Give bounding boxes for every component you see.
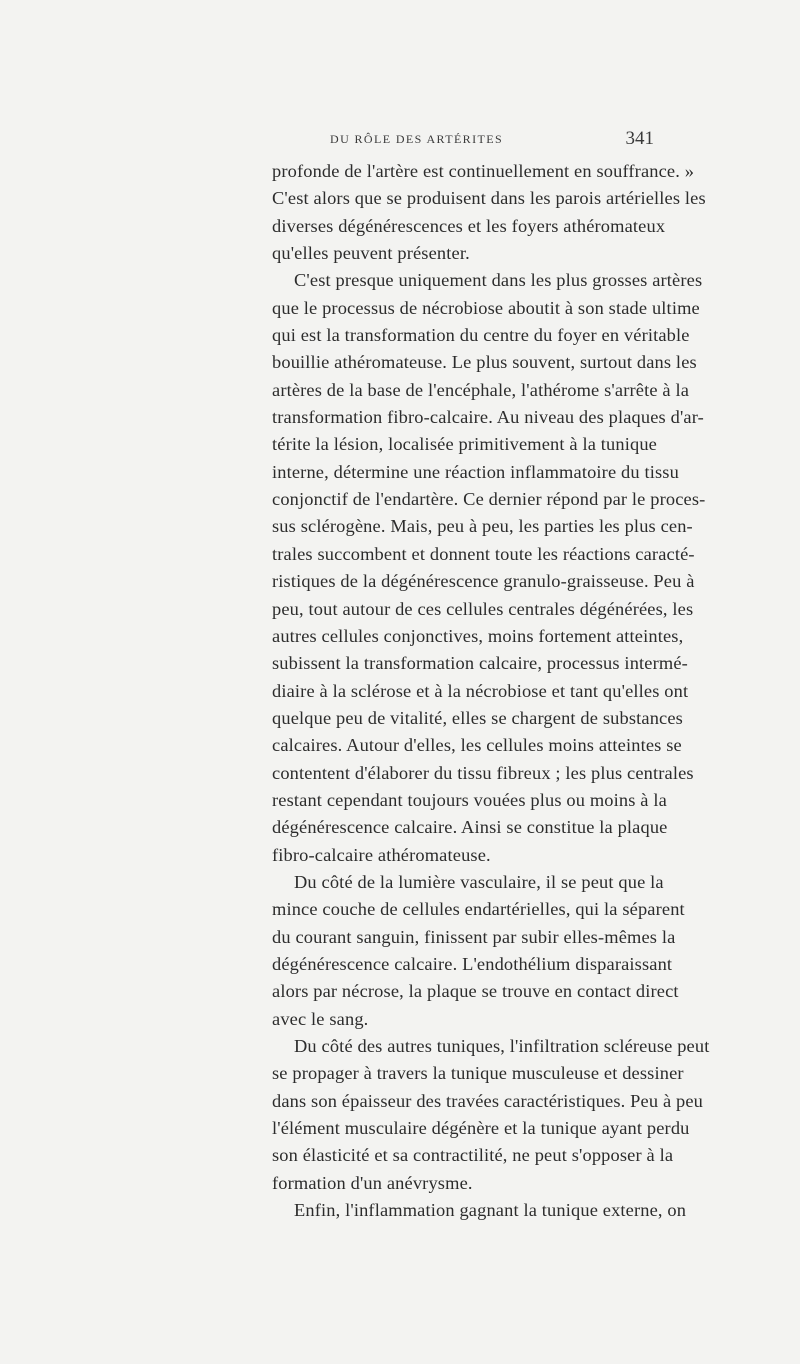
text-line: avec le sang. <box>272 1008 369 1029</box>
text-line: mince couche de cellules endartérielles, qui la séparent <box>272 899 685 920</box>
text-line: diverses dégénérescences et les foyers athéromateux <box>272 215 666 236</box>
text-line: Du côté de la lumière vasculaire, il se peut que la <box>294 871 664 892</box>
text-line: peu, tout autour de ces cellules centrales dégénérées, les <box>272 598 694 619</box>
text-line: dans son épaisseur des travées caractéristiques. Peu à peu <box>272 1090 704 1111</box>
text-line: quelque peu de vitalité, elles se chargent de substances <box>272 707 683 728</box>
running-title: DU RÔLE DES ARTÉRITES <box>330 132 504 146</box>
text-line: Du côté des autres tuniques, l'infiltration scléreuse peut <box>294 1036 710 1056</box>
text-line: subissent la transformation calcaire, processus intermé- <box>272 653 688 674</box>
text-line: dégénérescence calcaire. L'endothélium disparaissant <box>272 953 673 974</box>
text-line: restant cependant toujours vouées plus ou moins à la <box>272 789 667 810</box>
text-line: diaire à la sclérose et à la nécrobiose et tant qu'elles ont <box>272 680 689 701</box>
text-line: conjonctif de l'endartère. Ce dernier répond par le proces- <box>272 489 706 510</box>
text-line: calcaires. Autour d'elles, les cellules moins atteintes se <box>272 735 682 756</box>
text-line: C'est presque uniquement dans les plus grosses artères <box>294 270 703 291</box>
text-line: ristiques de la dégénérescence granulo-graisseuse. Peu à <box>272 571 695 592</box>
text-line: transformation fibro-calcaire. Au niveau des plaques d'ar- <box>272 407 704 428</box>
text-line: du courant sanguin, finissent par subir elles-mêmes la <box>272 926 676 947</box>
text-line: dégénérescence calcaire. Ainsi se constitue la plaque <box>272 817 668 838</box>
body-text <box>272 158 710 1224</box>
text-line: autres cellules conjonctives, moins fortement atteintes, <box>272 625 684 646</box>
text-line: contentent d'élaborer du tissu fibreux ; les plus centrales <box>272 762 694 783</box>
page-number: 341 <box>625 128 654 149</box>
text-line: formation d'un anévrysme. <box>272 1172 473 1193</box>
text-line: bouillie athéromateuse. Le plus souvent, surtout dans les <box>272 352 697 373</box>
text-line: qu'elles peuvent présenter. <box>272 243 470 264</box>
text-line: térite la lésion, localisée primitivement à la tunique <box>272 434 657 455</box>
text-line: se propager à travers la tunique musculeuse et dessiner <box>272 1063 684 1084</box>
text-line: que le processus de nécrobiose aboutit à son stade ultime <box>272 297 700 318</box>
text-line: sus sclérogène. Mais, peu à peu, les parties les plus cen- <box>272 516 693 537</box>
text-line: C'est alors que se produisent dans les parois artérielles les <box>272 188 706 209</box>
text-line: fibro-calcaire athéromateuse. <box>272 844 491 865</box>
text-line: alors par nécrose, la plaque se trouve en contact direct <box>272 981 679 1002</box>
page-header <box>330 128 654 158</box>
text-line: Enfin, l'inflammation gagnant la tunique externe, on <box>294 1200 687 1221</box>
text-line: son élasticité et sa contractilité, ne peut s'opposer à la <box>272 1145 674 1166</box>
text-line: artères de la base de l'encéphale, l'athérome s'arrête à la <box>272 379 690 400</box>
text-line: l'élément musculaire dégénère et la tunique ayant perdu <box>272 1118 690 1139</box>
text-line: interne, détermine une réaction inflammatoire du tissu <box>272 461 679 482</box>
text-line: qui est la transformation du centre du foyer en véritable <box>272 325 690 346</box>
text-line: trales succombent et donnent toute les réactions caracté- <box>272 543 695 564</box>
text-line: profonde de l'artère est continuellement en souffrance. » <box>272 161 695 181</box>
